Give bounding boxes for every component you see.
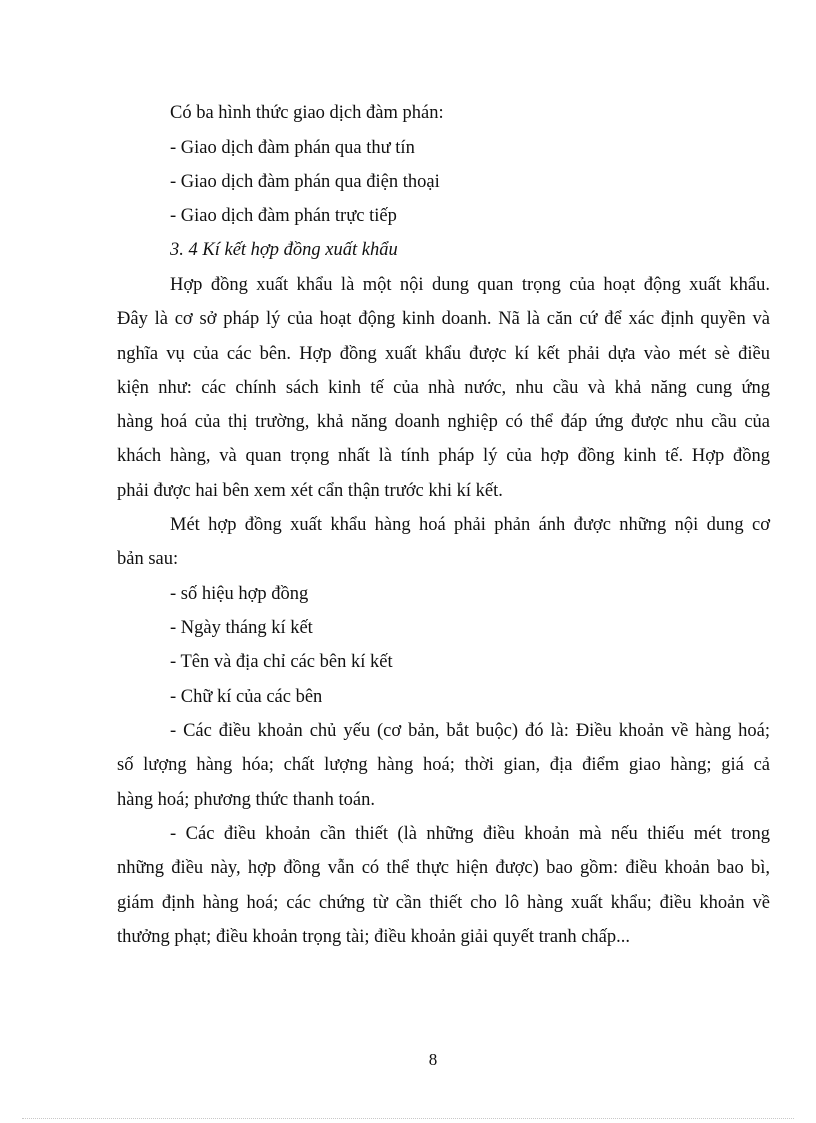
clause-line: số lượng hàng hóa; chất lượng hàng hoá; thời gian, địa điểm giao hàng; giá cả (117, 755, 770, 775)
section-heading: 3. 4 Kí kết hợp đồng xuất khẩu (170, 240, 398, 260)
footer-divider (22, 1118, 794, 1119)
method-item: - Giao dịch đàm phán qua điện thoại (170, 172, 440, 192)
content-item: - Chữ kí của các bên (170, 687, 323, 707)
clause-line: giám định hàng hoá; các chứng từ cần thiết cho lô hàng xuất khẩu; điều khoản về (117, 893, 770, 913)
paragraph-line: Mét hợp đồng xuất khẩu hàng hoá phải phản ánh được những nội dung cơ (170, 515, 770, 535)
clause-line: hàng hoá; phương thức thanh toán. (117, 790, 375, 810)
content-item: - Tên và địa chỉ các bên kí kết (170, 652, 393, 672)
clause-line: thưởng phạt; điều khoản trọng tài; điều khoản giải quyết tranh chấp... (117, 927, 631, 947)
clause-line: - Các điều khoản chủ yếu (cơ bản, bắt buộc) đó là: Điều khoản về hàng hoá; (170, 721, 770, 741)
intro-line: Có ba hình thức giao dịch đàm phán: (170, 103, 444, 123)
paragraph-line: bản sau: (117, 549, 179, 569)
paragraph-line: nghĩa vụ của các bên. Hợp đồng xuất khẩu được kí kết phải dựa vào mét sè điều (117, 344, 770, 364)
clause-line: những điều này, hợp đồng vẫn có thể thực hiện được) bao gồm: điều khoản bao bì, (117, 858, 770, 878)
paragraph-line: Hợp đồng xuất khẩu là một nội dung quan trọng của hoạt động xuất khẩu. (170, 275, 770, 295)
paragraph-line: Đây là cơ sở pháp lý của hoạt động kinh doanh. Nã là căn cứ để xác định quyền và (117, 309, 770, 329)
paragraph-line: khách hàng, và quan trọng nhất là tính pháp lý của hợp đồng kinh tế. Hợp đồng (117, 446, 770, 466)
paragraph-line: phải được hai bên xem xét cẩn thận trước khi kí kết. (117, 481, 503, 501)
paragraph-line: hàng hoá của thị trường, khả năng doanh nghiệp có thể đáp ứng được nhu cầu của (117, 412, 770, 432)
content-item: - Ngày tháng kí kết (170, 618, 313, 638)
content-item: - số hiệu hợp đồng (170, 584, 309, 604)
clause-line: - Các điều khoản cần thiết (là những điều khoản mà nếu thiếu mét trong (170, 824, 770, 844)
method-item: - Giao dịch đàm phán qua thư tín (170, 138, 415, 158)
page-number: 8 (428, 1050, 438, 1069)
method-item: - Giao dịch đàm phán trực tiếp (170, 206, 397, 226)
paragraph-line: kiện như: các chính sách kinh tế của nhà nước, nhu cầu và khả năng cung ứng (117, 378, 770, 398)
